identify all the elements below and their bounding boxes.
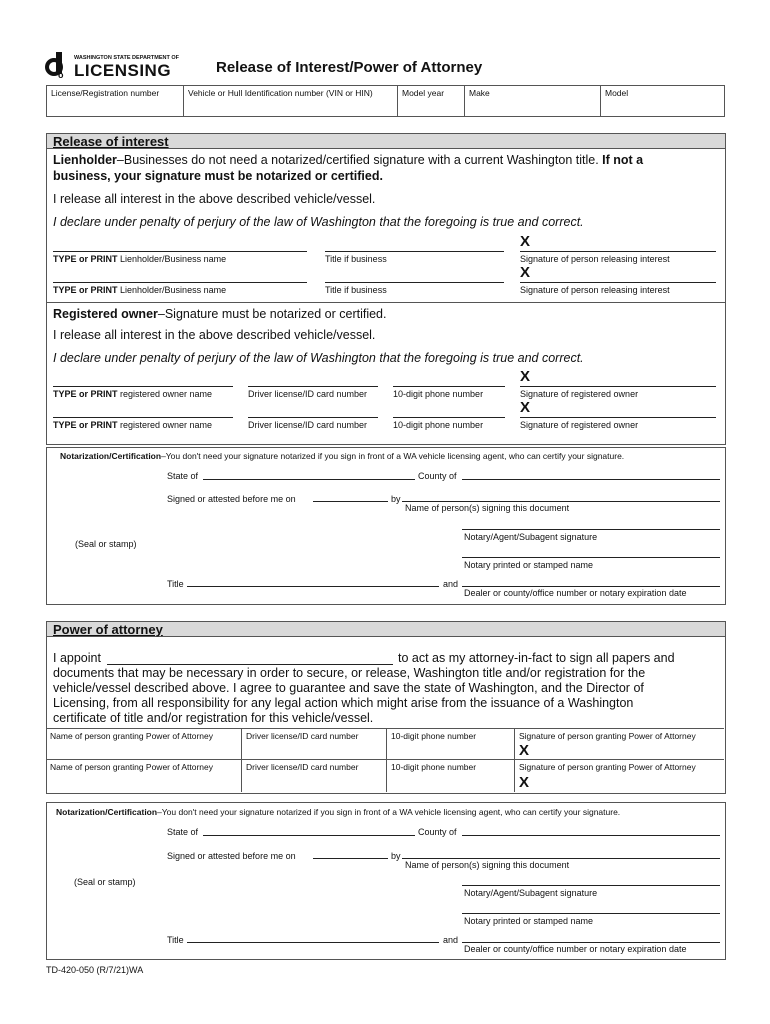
notarization-box-2	[46, 802, 726, 960]
county-of-line[interactable]	[462, 835, 720, 836]
agency-name-small: WASHINGTON STATE DEPARTMENT OF	[74, 55, 180, 61]
lien-name-label: TYPE or PRINT Lienholder/Business name	[53, 254, 227, 264]
grantor-sig-field[interactable]: Signature of person granting Power of Attorney	[515, 729, 724, 760]
dealer-line[interactable]	[462, 942, 720, 943]
seal-label: (Seal or stamp)	[74, 877, 136, 887]
names-signing-line[interactable]	[402, 858, 720, 859]
notary-sig-line[interactable]	[462, 885, 720, 886]
appoint-rest: to act as my attorney-in-fact to sign all papers and	[398, 651, 675, 665]
owner-sig-line[interactable]	[520, 386, 716, 387]
seal-label: (Seal or stamp)	[75, 539, 137, 549]
lien-title-line[interactable]	[325, 282, 504, 283]
poa-grant-table	[46, 728, 724, 793]
owner-sig-label: Signature of registered owner	[520, 420, 639, 430]
owner-dl-line[interactable]	[248, 386, 378, 387]
owner-sig-label: Signature of registered owner	[520, 389, 639, 399]
page-title: Release of Interest/Power of Attorney	[216, 59, 483, 76]
signed-before-label: Signed or attested before me on	[167, 851, 296, 861]
lien-sig-line[interactable]	[520, 251, 716, 252]
signed-before-label: Signed or attested before me on	[167, 494, 296, 504]
lien-name-line[interactable]	[53, 282, 307, 283]
model-year-field[interactable]: Model year	[398, 86, 465, 116]
signature-x-mark: X	[520, 399, 531, 416]
lien-sig-line[interactable]	[520, 282, 716, 283]
owner-sig-line[interactable]	[520, 417, 716, 418]
lienholder-bold2: If not a	[602, 153, 644, 167]
by-label: by	[391, 494, 401, 504]
notary-printed-line[interactable]	[462, 557, 720, 558]
vin-field[interactable]: Vehicle or Hull Identification number (VIN or HIN)	[184, 86, 398, 116]
poa-heading: Power of attorney	[53, 622, 163, 637]
poa-paragraph-4: certificate of title and/or registration for this vehicle/vessel.	[53, 711, 374, 725]
owner-perjury-declaration: I declare under penalty of perjury of the law of Washington that the foregoing is true and correct.	[53, 351, 584, 365]
license-number-field[interactable]: License/Registration number	[47, 86, 184, 116]
notary-sig-label: Notary/Agent/Subagent signature	[464, 532, 598, 542]
lienholder-desc: –Businesses do not need a notarized/certified signature with a current Washington title.	[116, 153, 603, 167]
dealer-label: Dealer or county/office number or notary expiration date	[464, 588, 687, 598]
state-of-label: State of	[167, 827, 199, 837]
owner-dl-line[interactable]	[248, 417, 378, 418]
and-label: and	[443, 935, 459, 945]
title-line[interactable]	[187, 942, 439, 943]
grantor-phone-field[interactable]: 10-digit phone number	[387, 729, 515, 760]
names-signing-line[interactable]	[402, 501, 720, 502]
make-field[interactable]: Make	[465, 86, 601, 116]
form-number: TD-420-050 (R/7/21)WA	[46, 965, 144, 975]
poa-paragraph-3: Licensing, from all responsibility for any legal action which might arise from the issuance of a Washington	[53, 696, 634, 710]
svg-text:o: o	[58, 70, 64, 80]
lienholder-label: Lienholder	[53, 153, 117, 167]
title-label: Title	[167, 579, 184, 589]
lien-title-label: Title if business	[325, 254, 387, 264]
notary-printed-line[interactable]	[462, 913, 720, 914]
owner-phone-line[interactable]	[393, 386, 505, 387]
grantor-name-field[interactable]: Name of person granting Power of Attorney	[46, 729, 242, 760]
vehicle-table	[46, 85, 725, 117]
dealer-line[interactable]	[462, 586, 720, 587]
poa-paragraph-2: vehicle/vessel described above. I agree to guarantee and save the state of Washington, and the Director of	[53, 681, 644, 695]
owner-desc: –Signature must be notarized or certified.	[157, 307, 387, 321]
state-of-line[interactable]	[203, 479, 415, 480]
notary-printed-label: Notary printed or stamped name	[464, 560, 594, 570]
release-heading: Release of interest	[53, 134, 169, 149]
grantor-phone-field[interactable]: 10-digit phone number	[387, 760, 515, 792]
names-signing-label: Name of person(s) signing this document	[405, 860, 570, 870]
names-signing-label: Name of person(s) signing this document	[405, 503, 570, 513]
owner-name-line[interactable]	[53, 386, 233, 387]
lien-name-label: TYPE or PRINT Lienholder/Business name	[53, 285, 227, 295]
county-of-line[interactable]	[462, 479, 720, 480]
signature-x-mark: X	[519, 774, 530, 791]
title-label: Title	[167, 935, 184, 945]
lien-title-label: Title if business	[325, 285, 387, 295]
grantor-sig-field[interactable]: Signature of person granting Power of Attorney	[519, 762, 696, 772]
model-field[interactable]: Model	[605, 88, 629, 98]
signature-x-mark: X	[519, 742, 530, 759]
owner-dl-label: Driver license/ID card number	[248, 420, 368, 430]
county-of-label: County of	[418, 471, 457, 481]
owner-phone-label: 10-digit phone number	[393, 420, 484, 430]
notary-title-2: Notarization/Certification–You don't need your signature notarized if you sign in front of a WA vehicle licensing agent, who can certify your signature.	[56, 807, 621, 817]
agency-logo	[44, 52, 184, 82]
signature-x-mark: X	[520, 368, 531, 385]
notary-printed-label: Notary printed or stamped name	[464, 916, 594, 926]
lien-name-line[interactable]	[53, 251, 307, 252]
lienholder-line2: business, your signature must be notarized or certified.	[53, 169, 383, 183]
owner-dl-label: Driver license/ID card number	[248, 389, 368, 399]
signature-x-mark: X	[520, 233, 531, 250]
owner-label: Registered owner	[53, 307, 158, 321]
owner-phone-label: 10-digit phone number	[393, 389, 484, 399]
appoint-label: I appoint	[53, 651, 101, 665]
lien-sig-label: Signature of person releasing interest	[520, 254, 670, 264]
lien-title-line[interactable]	[325, 251, 504, 252]
release-divider	[47, 302, 725, 303]
attorney-name-line[interactable]	[107, 664, 393, 665]
and-label: and	[443, 579, 459, 589]
signature-x-mark: X	[520, 264, 531, 281]
poa-paragraph-1: documents that may be necessary in order to secure, or release, Washington title and/or registration for the	[53, 666, 646, 680]
state-of-line[interactable]	[203, 835, 415, 836]
owner-phone-line[interactable]	[393, 417, 505, 418]
notarization-box-1	[46, 447, 726, 605]
dealer-label: Dealer or county/office number or notary expiration date	[464, 944, 687, 954]
by-label: by	[391, 851, 401, 861]
perjury-declaration: I declare under penalty of perjury of the law of Washington that the foregoing is true and correct.	[53, 215, 584, 229]
owner-name-label: TYPE or PRINT registered owner name	[53, 420, 213, 430]
notary-sig-label: Notary/Agent/Subagent signature	[464, 888, 598, 898]
grantor-dl-field[interactable]: Driver license/ID card number	[242, 729, 387, 760]
owner-name-line[interactable]	[53, 417, 233, 418]
lien-sig-label: Signature of person releasing interest	[520, 285, 670, 295]
notary-title-1: Notarization/Certification–You don't need your signature notarized if you sign in front of a WA vehicle licensing agent, who can certify your signature.	[60, 451, 625, 461]
title-line[interactable]	[187, 586, 439, 587]
owner-name-label: TYPE or PRINT registered owner name	[53, 389, 213, 399]
owner-release-statement: I release all interest in the above described vehicle/vessel.	[53, 328, 376, 342]
grantor-name-field[interactable]: Name of person granting Power of Attorney	[46, 760, 242, 792]
signed-date-line[interactable]	[313, 501, 388, 502]
grantor-dl-field[interactable]: Driver license/ID card number	[242, 760, 387, 792]
release-statement: I release all interest in the above described vehicle/vessel.	[53, 192, 376, 206]
signed-date-line[interactable]	[313, 858, 388, 859]
dol-logo-icon	[44, 52, 74, 80]
notary-sig-line[interactable]	[462, 529, 720, 530]
state-of-label: State of	[167, 471, 199, 481]
owner-text	[53, 307, 387, 321]
lienholder-text	[53, 153, 643, 167]
agency-name: LICENSING	[74, 61, 172, 80]
county-of-label: County of	[418, 827, 457, 837]
